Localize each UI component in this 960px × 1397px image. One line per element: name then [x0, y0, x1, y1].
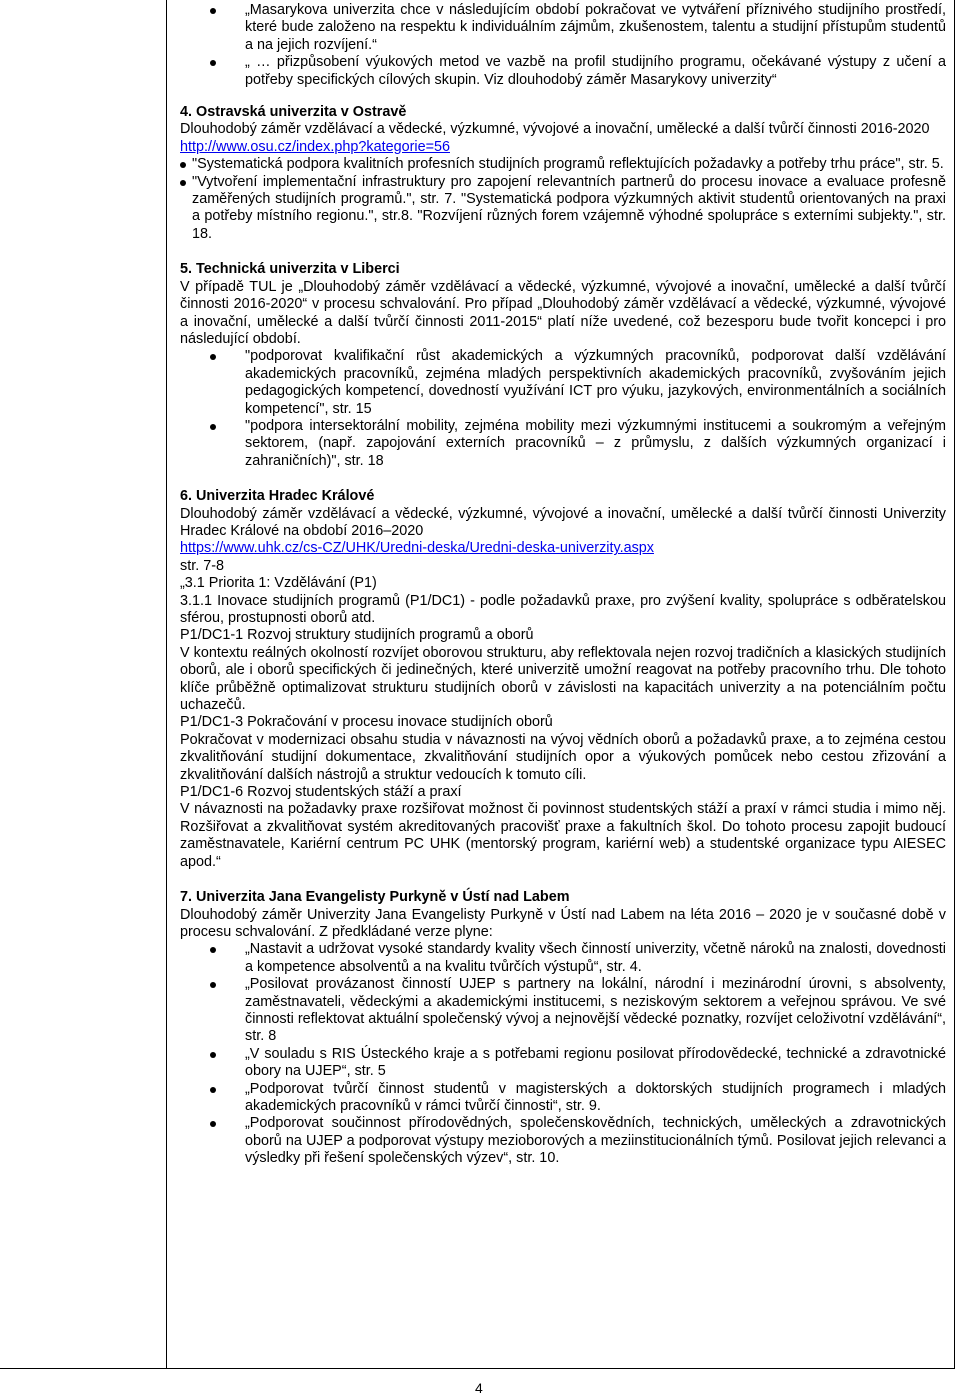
list-item: „Podporovat součinnost přírodovědných, společenskovědních, technických, uměleckých a zdravotnických oborů na UJEP a podporovat výstupy mezioborových a meziinstitucionálních týmů. Posilovat jejich relevanci a výsledky při řešení společenských výzev“, str. 10. [180, 1115, 946, 1167]
list-item: „Posilovat provázanost činností UJEP s partnery na lokální, národní i mezinárodní úrovni, s absolventy, zaměstnavateli, vědeckými a akademickými institucemi, s neziskovým sektorem a veřejnou správou. Ve své činnosti reflektovat aktuální společenský vývoj a nejnovější vědecké poznatky, rozvíjet celoživotní vzdělávání“, str. 8 [180, 976, 946, 1046]
section-intro: Dlouhodobý záměr Univerzity Jana Evangelisty Purkyně v Ústí nad Labem na léta 2016 – 2020 je v současné době v procesu schvalování. Z předkládané verze plyne: [180, 906, 946, 940]
text-line: „3.1 Priorita 1: Vzdělávání (P1) [180, 575, 377, 592]
section-4 [180, 104, 946, 243]
list-item: „ … přizpůsobení výukových metod ve vazbě na profil studijního programu, očekávané výstupy z učení a potřeby specifických cílových skupin. Viz dlouhodobý záměr Masarykovy univerzity“ [180, 54, 946, 89]
text-line: Pokračovat v modernizaci obsahu studia v návaznosti na vývoj vědních oborů a požadavků praxe, a to zejména cestou zkvalitňování studijní dokumentace, zkvalitňování studijních opor a výukových pomůcek nebo cestou zřizování a zkvalitňování dalších nástrojů a struktur vedoucích k tomuto cíli. [180, 731, 946, 783]
text-line: P1/DC1-6 Rozvoj studentských stáží a praxí [180, 784, 462, 801]
text-line: P1/DC1-1 Rozvoj struktury studijních programů a oborů [180, 627, 534, 644]
text-line: P1/DC1-3 Pokračování v procesu inovace studijních oborů [180, 714, 553, 731]
text-line: V kontextu reálných okolností rozvíjet oborovou strukturu, aby reflektovala nejen rozvoj tradičních a klasických studijních oborů, ale i oborů specifických či jedinečných, které univerzitě umožní reagovat na potřeby pracovního trhu. Dle tohoto klíče průběžně optimalizovat strukturu studijních oborů v závislosti na kapacitách univerzity a na potenciálním počtu uchazečů. [180, 644, 946, 714]
bottom-table-border [0, 1368, 955, 1369]
section-6 [180, 488, 946, 871]
right-table-border [954, 0, 955, 1369]
section-intro: V případě TUL je „Dlouhodobý záměr vzdělávací a vědecké, výzkumné, vývojové a inovační, umělecké a další tvůrčí činnosti 2016-2020“ v procesu schvalování. Pro případ „Dlouhodobý záměr vzdělávací a vědecké, výzkumné, vývojové a inovační, umělecké a další tvůrčí činnosti 2011-2015“ platí níže uvedené, což bezesporu bude tvořit koncepci i pro následující období. [180, 278, 946, 347]
list-item: "podporovat kvalifikační růst akademických a výzkumných pracovníků, podporovat další vzdělávání akademických pracovníků, zejména mladých perspektivních akademických pracovníků, zvyšováním jejich pedagogických kompetencí, dovedností využívání ICT pro výuku, jazykových, environmentálních a sociálních kompetencí", str. 15 [180, 348, 946, 418]
uhk-link[interactable]: https://www.uhk.cz/cs-CZ/UHK/Uredni-deska/Uredni-deska-univerzity.aspx [180, 540, 654, 557]
text-line: 3.1.1 Inovace studijních programů (P1/DC1) - podle požadavků praxe, pro zvýšení kvality, spolupráce s odběratelskou sférou, prostupnosti oborů atd. [180, 592, 946, 626]
text-line: str. 7-8 [180, 557, 224, 574]
section-5 [180, 261, 946, 470]
list-item: "Vytvoření implementační infrastruktury pro zapojení relevantních partnerů do procesu inovace a evaluace profesně zaměřených studijních programů.", str. 7. "Systematická podpora výzkumných aktivit studentů orientovaných na praxi a potřeby místního regionu.", str.8. "Rozvíjení různých forem vzájemně výhodné spolupráce s externími subjekty.", str. 18. [180, 174, 946, 244]
sec3-bullet-list [180, 2, 946, 89]
list-item: „V souladu s RIS Ústeckého kraje a s potřebami regionu posilovat přírodovědecké, technické a zdravotnické obory na UJEP“, str. 5 [180, 1046, 946, 1081]
sec5-bullet-list [180, 348, 946, 470]
section-heading: 7. Univerzita Jana Evangelisty Purkyně v Ústí nad Labem [180, 889, 570, 906]
text-line: V návaznosti na požadavky praxe rozšiřovat možnost či povinnost studentských stáží a praxí v rámci studia i mimo něj. Rozšiřovat a zkvalitňovat systém akreditovaných pracovišť praxe a fakultních škol. Do tohoto procesu zapojit budoucí zaměstnavatele, Kariérní centrum PC UHK (mentorský program, kariérní web) a studentské organizace typu AIESEC apod.“ [180, 801, 946, 870]
section-7 [180, 889, 946, 1168]
section-heading: 4. Ostravská univerzita v Ostravě [180, 104, 407, 121]
left-table-column [0, 0, 167, 1369]
page-number: 4 [475, 1380, 483, 1396]
section-heading: 6. Univerzita Hradec Králové [180, 488, 375, 505]
section-intro: Dlouhodobý záměr vzdělávací a vědecké, výzkumné, vývojové a inovační, umělecké a další tvůrčí činnosti Univerzity Hradec Králové na období 2016–2020 [180, 505, 946, 539]
section-heading: 5. Technická univerzita v Liberci [180, 261, 400, 278]
osu-link[interactable]: http://www.osu.cz/index.php?kategorie=56 [180, 138, 450, 155]
sec4-bullet-list [180, 156, 946, 243]
list-item: „Nastavit a udržovat vysoké standardy kvality všech činností univerzity, včetně nároků na znalosti, dovednosti a kompetence absolventů a na kvalitu tvůrčích výstupů“, str. 4. [180, 941, 946, 976]
sec7-bullet-list [180, 941, 946, 1167]
list-item: „Podporovat tvůrčí činnost studentů v magisterských a doktorských studijních programech i mladých akademických pracovníků v rámci tvůrčí činnosti“, str. 9. [180, 1081, 946, 1116]
list-item: "podpora intersektorální mobility, zejména mobility mezi výzkumnými institucemi a soukromým a veřejným sektorem, (např. zapojování externích pracovníků – z průmyslu, z dalších výzkumných organizací i zahraničních)", str. 18 [180, 418, 946, 470]
list-item: „Masarykova univerzita chce v následujícím období pokračovat ve vytváření příznivého studijního prostředí, které bude založeno na respektu k individuálním zájmům, zkušenostem, talentu a studijní přístupům studentů a na jejich rozvíjení.“ [180, 2, 946, 54]
list-item: "Systematická podpora kvalitních profesních studijních programů reflektujících požadavky a potřeby trhu práce", str. 5. [180, 156, 946, 173]
table-content-cell [180, 2, 946, 1168]
section-intro: Dlouhodobý záměr vzdělávací a vědecké, výzkumné, vývojové a inovační, umělecké a další tvůrčí činnosti 2016-2020 [180, 121, 930, 138]
